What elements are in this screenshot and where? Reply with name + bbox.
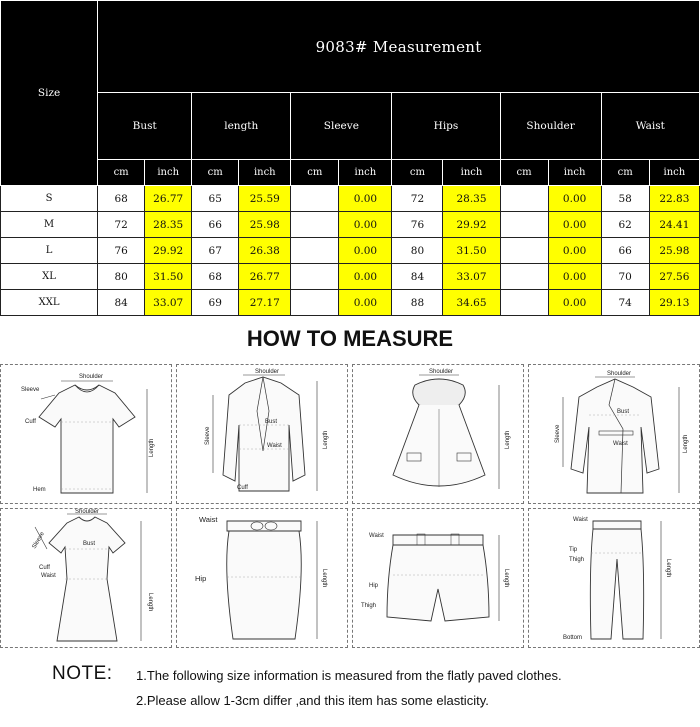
cm-cell: 76 <box>98 238 145 264</box>
label-bust-4: Bust <box>617 409 630 415</box>
table-row <box>1 264 700 290</box>
unit-header-row <box>1 160 700 186</box>
inch-cell: 0.00 <box>339 290 392 316</box>
measure-header-waist: Waist <box>601 93 699 160</box>
inch-cell: 0.00 <box>339 238 392 264</box>
size-table-body <box>1 186 700 316</box>
cm-cell: 80 <box>392 238 443 264</box>
cm-cell <box>291 290 339 316</box>
note-line-2: 2.Please allow 1-3cm differ ,and this item has some elasticity. <box>136 693 489 708</box>
unit-header-inch: inch <box>548 160 601 186</box>
cm-cell: 68 <box>192 264 239 290</box>
inch-cell: 26.38 <box>239 238 291 264</box>
cm-cell: 70 <box>601 264 649 290</box>
dress-illustration <box>1 509 173 649</box>
unit-header-cm: cm <box>291 160 339 186</box>
cm-cell: 69 <box>192 290 239 316</box>
label-hip-7: Hip <box>369 583 379 589</box>
cm-cell: 67 <box>192 238 239 264</box>
inch-cell: 0.00 <box>548 264 601 290</box>
unit-header-inch: inch <box>145 160 192 186</box>
pants-illustration <box>529 509 700 649</box>
label-bust-5: Bust <box>83 541 96 547</box>
label-hem: Hem <box>33 487 46 493</box>
label-shoulder-2: Shoulder <box>255 369 280 375</box>
skirt-diagram <box>176 508 348 648</box>
label-waist-8: Waist <box>573 517 588 523</box>
label-length: Length <box>149 438 155 457</box>
unit-header-inch: inch <box>239 160 291 186</box>
label-length-5: Length <box>147 593 153 612</box>
measure-header-length: length <box>192 93 291 160</box>
inch-cell: 28.35 <box>443 186 500 212</box>
label-waist-4: Waist <box>613 441 628 447</box>
label-thigh-8: Thigh <box>569 557 585 563</box>
cm-cell <box>291 238 339 264</box>
label-sleeve-5: Sleeve <box>31 531 46 550</box>
inch-cell: 33.07 <box>443 264 500 290</box>
inch-cell: 27.56 <box>649 264 699 290</box>
table-title: 9083# Measurement <box>98 1 700 93</box>
size-cell: XL <box>1 264 98 290</box>
dress-diagram <box>0 508 172 648</box>
cm-cell <box>291 264 339 290</box>
cm-cell <box>500 290 548 316</box>
label-bottom-8: Bottom <box>563 635 583 641</box>
table-row <box>1 238 700 264</box>
cm-cell: 76 <box>392 212 443 238</box>
note-label: NOTE: <box>52 663 113 684</box>
inch-cell: 0.00 <box>548 290 601 316</box>
label-waist-7: Waist <box>369 533 384 539</box>
label-length-8: Length <box>665 559 671 578</box>
cm-cell <box>500 212 548 238</box>
cm-cell: 62 <box>601 212 649 238</box>
inch-cell: 33.07 <box>145 290 192 316</box>
cm-cell: 88 <box>392 290 443 316</box>
size-cell: S <box>1 186 98 212</box>
note-section <box>0 653 700 727</box>
size-cell: XXL <box>1 290 98 316</box>
inch-cell: 25.98 <box>649 238 699 264</box>
cm-cell: 84 <box>392 264 443 290</box>
unit-header-inch: inch <box>649 160 699 186</box>
cm-cell <box>291 186 339 212</box>
label-length-7: Length <box>503 569 509 588</box>
label-waist-5: Waist <box>41 573 56 579</box>
measure-header-shoulder: Shoulder <box>500 93 601 160</box>
how-to-measure-title: HOW TO MEASURE <box>246 326 454 351</box>
cm-cell: 84 <box>98 290 145 316</box>
label-tip-8: Tip <box>569 547 578 553</box>
label-length-6: Length <box>321 569 327 588</box>
inch-cell: 25.98 <box>239 212 291 238</box>
cape-illustration <box>353 365 525 505</box>
inch-cell: 24.41 <box>649 212 699 238</box>
cm-cell <box>500 264 548 290</box>
cm-cell: 80 <box>98 264 145 290</box>
cm-cell: 68 <box>98 186 145 212</box>
table-row <box>1 186 700 212</box>
cm-cell: 72 <box>98 212 145 238</box>
shorts-illustration <box>353 509 525 649</box>
cm-cell <box>500 186 548 212</box>
cape-diagram <box>352 364 524 504</box>
inch-cell: 31.50 <box>145 264 192 290</box>
size-cell: L <box>1 238 98 264</box>
tshirt-diagram <box>0 364 172 504</box>
cm-cell: 65 <box>192 186 239 212</box>
blazer-diagram <box>176 364 348 504</box>
pants-diagram <box>528 508 700 648</box>
coat-diagram <box>528 364 700 504</box>
table-row <box>1 212 700 238</box>
label-sleeve: Sleeve <box>21 387 40 393</box>
inch-cell: 0.00 <box>548 186 601 212</box>
inch-cell: 25.59 <box>239 186 291 212</box>
cm-cell <box>500 238 548 264</box>
inch-cell: 22.83 <box>649 186 699 212</box>
cm-cell: 58 <box>601 186 649 212</box>
shorts-diagram <box>352 508 524 648</box>
coat-illustration <box>529 365 700 505</box>
inch-cell: 29.13 <box>649 290 699 316</box>
inch-cell: 29.92 <box>145 238 192 264</box>
measure-header-bust: Bust <box>98 93 192 160</box>
cm-cell: 66 <box>601 238 649 264</box>
label-length-4: Length <box>683 434 689 453</box>
label-length-3: Length <box>505 430 511 449</box>
inch-cell: 29.92 <box>443 212 500 238</box>
inch-cell: 26.77 <box>145 186 192 212</box>
label-cuff: Cuff <box>25 419 36 425</box>
cm-cell: 74 <box>601 290 649 316</box>
inch-cell: 27.17 <box>239 290 291 316</box>
measure-header-sleeve: Sleeve <box>291 93 392 160</box>
inch-cell: 0.00 <box>339 264 392 290</box>
label-bust-2: Bust <box>265 419 278 425</box>
unit-header-cm: cm <box>500 160 548 186</box>
inch-cell: 0.00 <box>339 212 392 238</box>
cm-cell: 66 <box>192 212 239 238</box>
inch-cell: 0.00 <box>548 212 601 238</box>
label-hip-6: Hip <box>195 574 207 583</box>
unit-header-inch: inch <box>339 160 392 186</box>
label-shoulder: Shoulder <box>79 374 104 380</box>
label-cuff-2: Cuff <box>237 485 248 491</box>
blazer-illustration <box>177 365 349 505</box>
label-sleeve-2: Sleeve <box>205 426 211 445</box>
label-thigh-7: Thigh <box>361 603 377 609</box>
label-cuff-5: Cuff <box>39 565 50 571</box>
unit-header-cm: cm <box>98 160 145 186</box>
inch-cell: 0.00 <box>339 186 392 212</box>
label-shoulder-4: Shoulder <box>607 371 632 377</box>
label-waist-6: Waist <box>199 515 218 524</box>
measure-header-hips: Hips <box>392 93 500 160</box>
tshirt-illustration <box>1 365 173 505</box>
note-line-1: 1.The following size information is measured from the flatly paved clothes. <box>136 668 562 683</box>
inch-cell: 26.77 <box>239 264 291 290</box>
size-cell: M <box>1 212 98 238</box>
unit-header-cm: cm <box>601 160 649 186</box>
skirt-illustration <box>177 509 349 649</box>
label-length-2: Length <box>323 430 329 449</box>
size-column-header: Size <box>1 1 98 186</box>
label-shoulder-3: Shoulder <box>429 369 454 375</box>
inch-cell: 0.00 <box>548 238 601 264</box>
inch-cell: 31.50 <box>443 238 500 264</box>
inch-cell: 28.35 <box>145 212 192 238</box>
size-chart-table <box>0 0 700 316</box>
label-sleeve-4: Sleeve <box>555 424 561 443</box>
label-waist-2: Waist <box>267 443 282 449</box>
cm-cell <box>291 212 339 238</box>
inch-cell: 34.65 <box>443 290 500 316</box>
unit-header-cm: cm <box>392 160 443 186</box>
cm-cell: 72 <box>392 186 443 212</box>
measure-header-row <box>1 93 700 160</box>
unit-header-cm: cm <box>192 160 239 186</box>
label-shoulder-5: Shoulder <box>75 509 100 515</box>
table-row <box>1 290 700 316</box>
how-to-measure-section <box>0 316 700 727</box>
unit-header-inch: inch <box>443 160 500 186</box>
